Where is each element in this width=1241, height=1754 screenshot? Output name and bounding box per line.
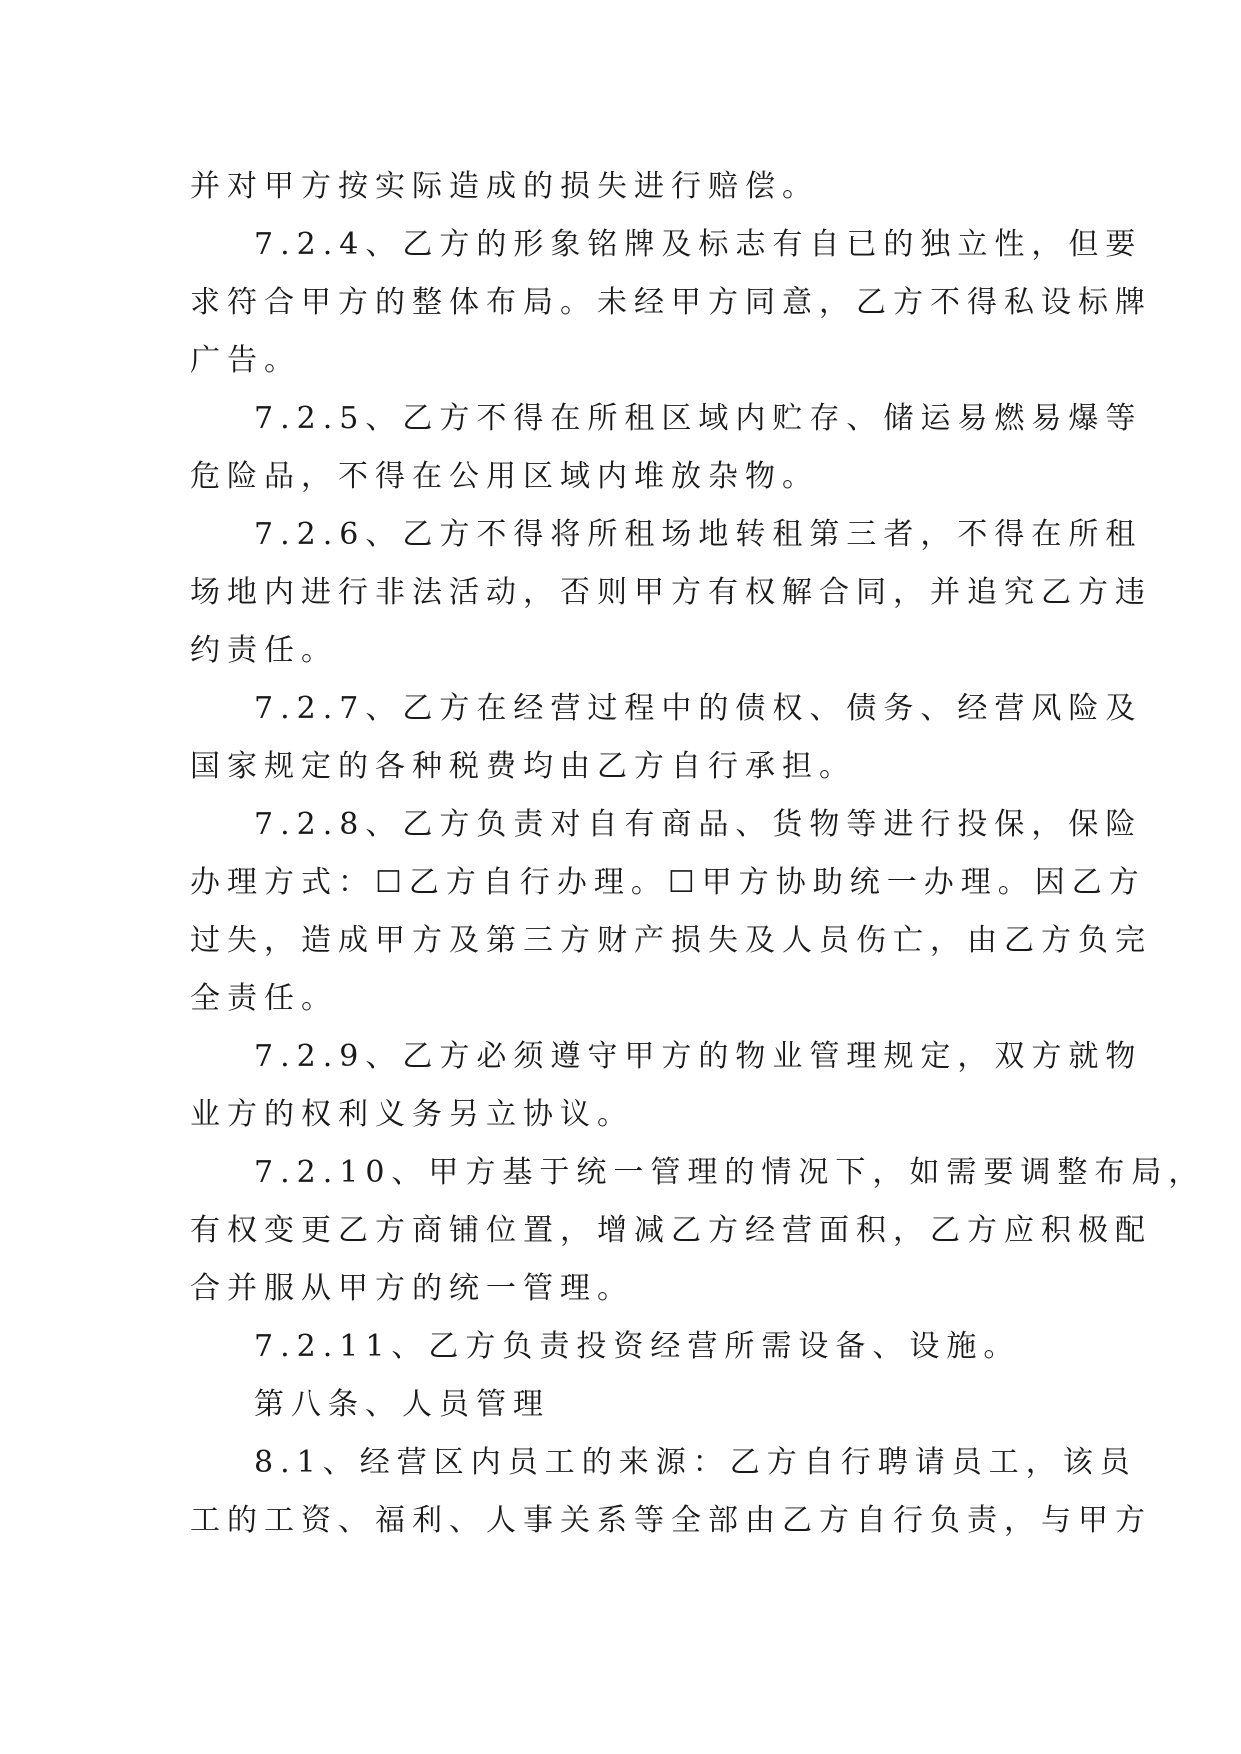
text-line: 7.2.6、乙方不得将所租场地转租第三者，不得在所租 bbox=[254, 517, 1143, 552]
text-line: 并对甲方按实际造成的损失进行赔偿。 bbox=[190, 169, 819, 204]
text-line: 7.2.9、乙方必须遵守甲方的物业管理规定，双方就物 bbox=[254, 1039, 1143, 1074]
text-line: 合并服从甲方的统一管理。 bbox=[190, 1271, 634, 1306]
text-line: 7.2.11、乙方负责投资经营所需设备、设施。 bbox=[254, 1329, 1021, 1364]
section-heading: 第八条、人员管理 bbox=[254, 1387, 550, 1422]
text-line: 7.2.10、甲方基于统一管理的情况下，如需要调整布局， bbox=[254, 1155, 1206, 1190]
text-line: 广告。 bbox=[190, 343, 301, 378]
text-line: 过失，造成甲方及第三方财产损失及人员伤亡，由乙方负完 bbox=[190, 923, 1152, 958]
text-line: 7.2.4、乙方的形象铭牌及标志有自已的独立性，但要 bbox=[254, 227, 1143, 262]
text-line: 有权变更乙方商铺位置，增减乙方经营面积，乙方应积极配 bbox=[190, 1213, 1152, 1248]
text-line: 8.1、经营区内员工的来源：乙方自行聘请员工，该员 bbox=[254, 1445, 1137, 1480]
text-line: 业方的权利义务另立协议。 bbox=[190, 1097, 634, 1132]
text-line: 7.2.8、乙方负责对自有商品、货物等进行投保，保险 bbox=[254, 807, 1143, 842]
text-line: 场地内进行非法活动，否则甲方有权解合同，并追究乙方违 bbox=[190, 575, 1152, 610]
text-line: 工的工资、福利、人事关系等全部由乙方自行负责，与甲方 bbox=[190, 1503, 1152, 1538]
text-line: 7.2.5、乙方不得在所租区域内贮存、储运易燃易爆等 bbox=[254, 401, 1143, 436]
text-line: 办理方式：☐乙方自行办理。☐甲方协助统一办理。因乙方 bbox=[190, 865, 1146, 900]
text-line: 国家规定的各种税费均由乙方自行承担。 bbox=[190, 749, 856, 784]
text-line: 危险品，不得在公用区域内堆放杂物。 bbox=[190, 459, 819, 494]
text-line: 7.2.7、乙方在经营过程中的债权、债务、经营风险及 bbox=[254, 691, 1143, 726]
text-line: 全责任。 bbox=[190, 981, 338, 1016]
text-line: 求符合甲方的整体布局。未经甲方同意，乙方不得私设标牌 bbox=[190, 285, 1152, 320]
text-line: 约责任。 bbox=[190, 633, 338, 668]
document-body bbox=[190, 158, 1206, 1550]
